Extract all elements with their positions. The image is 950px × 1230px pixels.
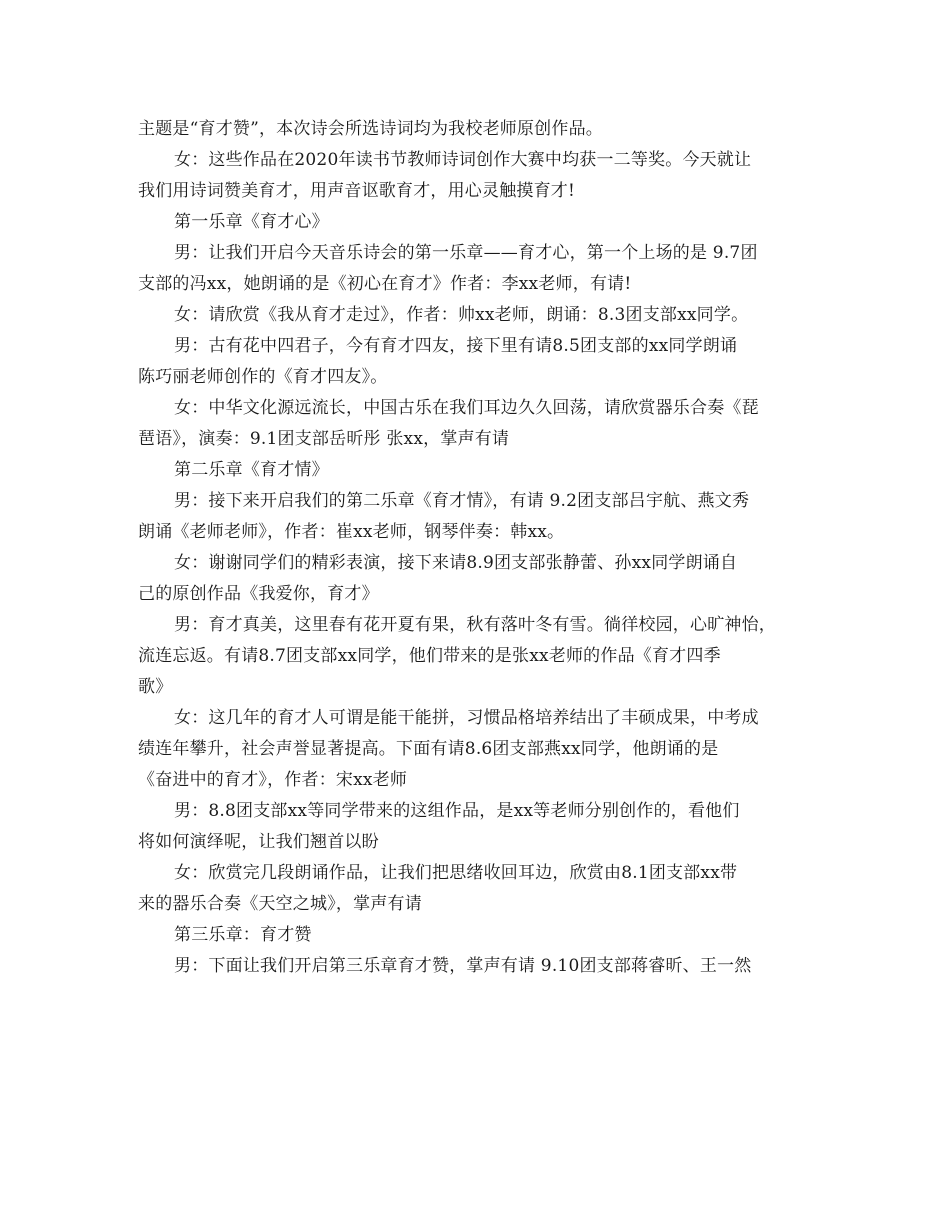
text-line: 女：谢谢同学们的精彩表演，接下来请8.9团支部张静蕾、孙xx同学朗诵自	[174, 553, 738, 573]
document-body	[138, 114, 822, 982]
text-line: 陈巧丽老师创作的《育才四友》。	[138, 367, 388, 387]
text-line: 男：古有花中四君子，今有育才四友，接下里有请8.5团支部的xx同学朗诵	[174, 336, 738, 356]
text-line: 己的原创作品《我爱你，育才》	[138, 584, 379, 604]
text-line: 女：这些作品在2020年读书节教师诗词创作大赛中均获一二等奖。今天就让	[174, 150, 752, 170]
text-line: 男：8.8团支部xx等同学带来的这组作品，是xx等老师分别创作的，看他们	[174, 801, 740, 821]
text-line: 我们用诗词赞美育才，用声音讴歌育才，用心灵触摸育才!	[138, 181, 576, 201]
text-line: 来的器乐合奏《天空之城》，掌声有请	[138, 894, 422, 914]
text-line: 歌》	[138, 677, 173, 697]
text-line: 绩连年攀升，社会声誉显著提高。下面有请8.6团支部燕xx同学，他朗诵的是	[138, 739, 719, 759]
text-line: 女：这几年的育才人可谓是能干能拼，习惯品格培养结出了丰硕成果，中考成	[174, 708, 759, 728]
text-line: 主题是“育才赞”，本次诗会所选诗词均为我校老师原创作品。	[138, 119, 603, 139]
text-line: 朗诵《老师老师》，作者：崔xx老师，钢琴伴奏：韩xx。	[138, 522, 565, 542]
text-line: 流连忘返。有请8.7团支部xx同学，他们带来的是张xx老师的作品《育才四季	[138, 646, 721, 666]
text-line: 将如何演绎呢，让我们翘首以盼	[138, 832, 379, 852]
text-line: 女：请欣赏《我从育才走过》，作者：帅xx老师，朗诵：8.3团支部xx同学。	[174, 305, 749, 325]
section-heading: 第二乐章《育才情》	[174, 460, 329, 480]
text-line: 男：育才真美，这里春有花开夏有果，秋有落叶冬有雪。徜徉校园，心旷神怡，	[174, 615, 776, 635]
text-line: 《奋进中的育才》，作者：宋xx老师	[138, 770, 408, 790]
text-line: 琶语》，演奏：9.1团支部岳昕彤 张xx，掌声有请	[138, 429, 510, 449]
text-line: 男：下面让我们开启第三乐章育才赞，掌声有请 9.10团支部蒋睿昕、王一然	[174, 956, 752, 976]
section-heading: 第一乐章《育才心》	[174, 212, 329, 232]
section-heading: 第三乐章：育才赞	[174, 925, 312, 945]
text-line: 女：欣赏完几段朗诵作品，让我们把思绪收回耳边，欣赏由8.1团支部xx带	[174, 863, 738, 883]
text-line: 支部的冯xx，她朗诵的是《初心在育才》作者：李xx老师，有请!	[138, 274, 632, 294]
text-line: 女：中华文化源远流长，中国古乐在我们耳边久久回荡，请欣赏器乐合奏《琵	[174, 398, 759, 418]
text-line: 男：让我们开启今天音乐诗会的第一乐章——育才心，第一个上场的是 9.7团	[174, 243, 758, 263]
text-line: 男：接下来开启我们的第二乐章《育才情》，有请 9.2团支部吕宇航、燕文秀	[174, 491, 750, 511]
